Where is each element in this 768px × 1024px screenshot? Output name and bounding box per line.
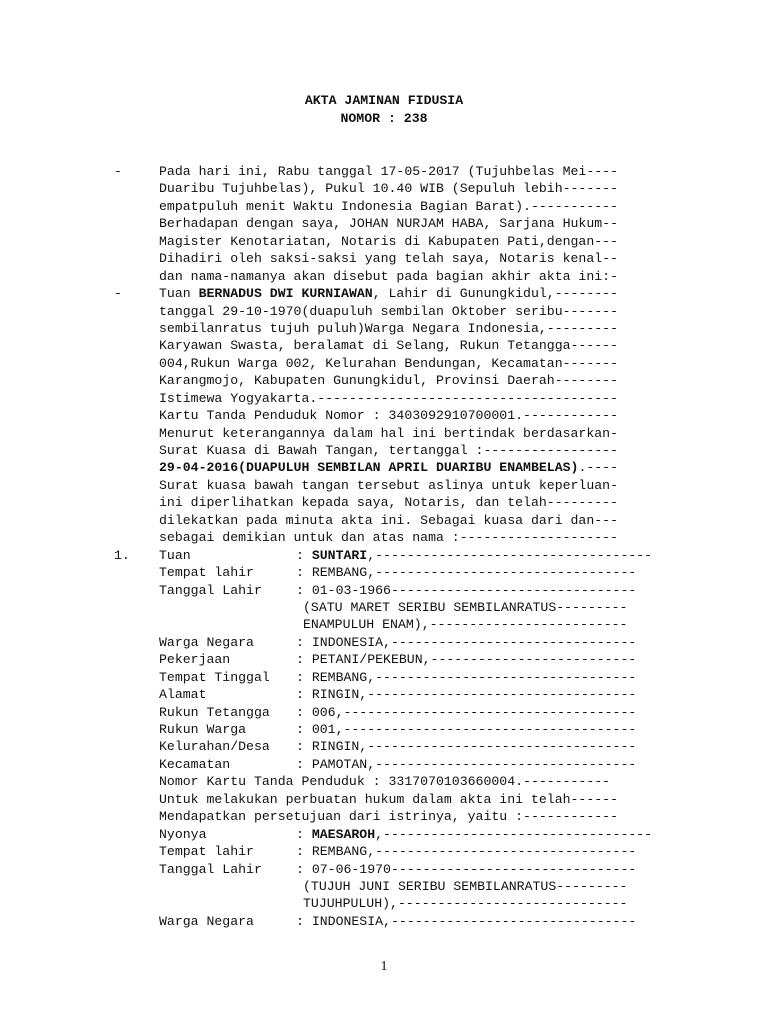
text-line <box>0 198 768 215</box>
line-text <box>159 303 618 320</box>
line-content: : 07-06-1970------------------------------- <box>296 861 637 877</box>
field-label: Pekerjaan <box>159 652 231 668</box>
bold-text: SUNTARI <box>311 547 368 563</box>
title-line-1: AKTA JAMINAN FIDUSIA <box>304 93 464 108</box>
text-line <box>0 320 768 337</box>
line-content: Nomor Kartu Tanda Penduduk : 3317070103660004.----------- <box>159 774 611 790</box>
text-line <box>0 547 768 564</box>
text-line <box>0 756 768 773</box>
text-line <box>0 233 768 250</box>
text-line <box>0 651 768 668</box>
line-text <box>159 529 618 546</box>
line-content: TUJUHPULUH),----------------------------- <box>303 896 628 912</box>
line-content: Karangmojo, Kabupaten Gunungkidul, Provinsi Daerah-------- <box>159 373 618 389</box>
line-text <box>159 651 636 668</box>
text-line <box>0 704 768 721</box>
line-content: sebagai demikian untuk dan atas nama :-------------------- <box>159 530 618 546</box>
line-content: Duaribu Tujuhbelas), Pukul 10.40 WIB (Sepuluh lebih------- <box>159 181 618 197</box>
line-text <box>159 459 618 476</box>
line-content: dan nama-namanya akan disebut pada bagian akhir akta ini:- <box>159 268 618 284</box>
line-content: ,---------------------------------- <box>375 826 653 842</box>
line-text <box>159 320 618 337</box>
line-text <box>303 878 627 895</box>
line-text <box>159 163 618 180</box>
line-content: Kartu Tanda Penduduk Nomor : 3403092910700001.------------ <box>159 408 618 424</box>
line-text <box>159 268 618 285</box>
text-line <box>0 442 768 459</box>
line-text <box>159 808 618 825</box>
line-text <box>159 773 610 790</box>
line-text <box>159 861 636 878</box>
line-text <box>159 425 618 442</box>
line-text <box>159 686 636 703</box>
text-line <box>0 738 768 755</box>
line-content: .---- <box>578 460 619 476</box>
line-content: , Lahir di Gunungkidul,-------- <box>372 286 619 302</box>
line-text <box>159 477 618 494</box>
line-content: ENAMPULUH ENAM),------------------------- <box>303 617 628 633</box>
line-text <box>159 756 636 773</box>
text-line <box>0 407 768 424</box>
text-line <box>0 634 768 651</box>
line-content: (TUJUH JUNI SERIBU SEMBILANRATUS--------- <box>303 878 628 894</box>
line-text <box>159 738 636 755</box>
page-number: 1 <box>380 959 388 974</box>
text-line <box>0 686 768 703</box>
line-text <box>303 895 627 912</box>
text-line <box>0 616 768 633</box>
field-label: Warga Negara <box>159 913 254 929</box>
line-text <box>159 198 618 215</box>
text-line <box>0 669 768 686</box>
line-content: tanggal 29-10-1970(duapuluh sembilan Oktober seribu------- <box>159 303 618 319</box>
line-marker: - <box>114 286 122 302</box>
line-text <box>159 582 636 599</box>
line-content: : PETANI/PEKEBUN,-------------------------- <box>296 652 637 668</box>
line-content: ,----------------------------------- <box>367 547 653 563</box>
field-label: Tanggal Lahir <box>159 582 262 598</box>
line-content: Surat Kuasa di Bawah Tangan, tertanggal :----------------- <box>159 443 618 458</box>
field-label: Kelurahan/Desa <box>159 739 270 755</box>
text-line <box>0 861 768 878</box>
text-line <box>0 215 768 232</box>
bold-text: 29-04-2016(DUAPULUH SEMBILAN APRIL DUARIBU ENAMBELAS) <box>159 460 579 476</box>
line-content: Magister Kenotariatan, Notaris di Kabupaten Pati,dengan--- <box>159 233 618 249</box>
field-label: Rukun Tetangga <box>159 704 270 720</box>
text-line <box>0 791 768 808</box>
line-marker: 1. <box>114 547 130 563</box>
line-content: : INDONESIA,------------------------------- <box>296 634 637 650</box>
text-line <box>0 826 768 843</box>
line-text <box>159 826 652 843</box>
line-content: (SATU MARET SERIBU SEMBILANRATUS--------- <box>303 599 628 615</box>
line-text <box>159 372 618 389</box>
line-text <box>159 390 618 407</box>
line-content: : REMBANG,--------------------------------- <box>296 669 637 685</box>
line-content: : REMBANG,--------------------------------- <box>296 565 637 581</box>
line-content: : 01-03-1966------------------------------- <box>296 582 637 598</box>
text-line <box>0 459 768 476</box>
text-line <box>0 494 768 511</box>
text-line <box>0 163 768 180</box>
line-content: : 006,------------------------------------- <box>296 704 637 720</box>
line-text <box>159 564 636 581</box>
field-label: Tempat lahir <box>159 565 254 581</box>
line-content: Menurut keterangannya dalam hal ini bertindak berdasarkan- <box>159 425 618 441</box>
line-text <box>159 337 618 354</box>
field-label: Tempat Tinggal <box>159 669 270 685</box>
deed-body <box>0 163 768 930</box>
text-line <box>0 477 768 494</box>
field-label: Rukun Warga <box>159 722 247 737</box>
text-line <box>0 582 768 599</box>
line-text <box>159 215 618 232</box>
text-line <box>0 773 768 790</box>
line-content: : INDONESIA,------------------------------- <box>296 913 637 929</box>
line-content: Istimewa Yogyakarta.-------------------------------------- <box>159 390 618 406</box>
line-content: empatpuluh menit Waktu Indonesia Bagian Barat).----------- <box>159 198 618 214</box>
line-content: Berhadapan dengan saya, JOHAN NURJAM HABA, Sarjana Hukum-- <box>159 216 618 232</box>
text-line <box>0 721 768 738</box>
field-label: Kecamatan <box>159 756 231 772</box>
text-line <box>0 512 768 529</box>
field-label: Tanggal Lahir <box>159 861 262 877</box>
text-line <box>0 878 768 895</box>
line-text <box>159 547 652 564</box>
text-line <box>0 180 768 197</box>
text-line <box>0 895 768 912</box>
text-line <box>0 355 768 372</box>
line-text <box>159 407 618 424</box>
text-line <box>0 529 768 546</box>
line-prefix: : <box>296 826 312 842</box>
text-line <box>0 303 768 320</box>
text-line <box>0 250 768 267</box>
bold-text: BERNADUS DWI KURNIAWAN <box>198 286 373 302</box>
line-content: : REMBANG,--------------------------------- <box>296 844 637 860</box>
text-line <box>0 564 768 581</box>
field-label: Warga Negara <box>159 634 254 650</box>
line-content: sembilanratus tujuh puluh)Warga Negara Indonesia,--------- <box>159 320 618 336</box>
line-text <box>159 285 618 302</box>
line-content: ini diperlihatkan kepada saya, Notaris, dan telah--------- <box>159 495 618 511</box>
line-text <box>159 512 618 529</box>
text-line <box>0 337 768 354</box>
text-line <box>0 913 768 930</box>
line-content: dilekatkan pada minuta akta ini. Sebagai kuasa dari dan--- <box>159 512 618 528</box>
line-text <box>159 843 636 860</box>
line-text <box>303 616 627 633</box>
line-content: : RINGIN,---------------------------------- <box>296 739 637 755</box>
text-line <box>0 808 768 825</box>
line-text <box>159 494 618 511</box>
line-text <box>159 250 618 267</box>
text-line <box>0 425 768 442</box>
line-prefix: Tuan <box>159 286 199 302</box>
line-content: 004,Rukun Warga 002, Kelurahan Bendungan, Kecamatan------- <box>159 355 618 371</box>
line-content: Untuk melakukan perbuatan hukum dalam akta ini telah------ <box>159 791 618 807</box>
field-label: Nyonya <box>159 826 207 842</box>
line-prefix: : <box>296 547 312 563</box>
line-text <box>303 599 627 616</box>
line-content: Surat kuasa bawah tangan tersebut aslinya untuk keperluan- <box>159 477 618 493</box>
line-text <box>159 634 636 651</box>
line-text <box>159 669 636 686</box>
text-line <box>0 268 768 285</box>
line-content: Pada hari ini, Rabu tanggal 17-05-2017 (Tujuhbelas Mei---- <box>159 164 618 179</box>
field-label: Tuan <box>159 547 191 563</box>
line-text <box>159 721 636 738</box>
line-content: Karyawan Swasta, beralamat di Selang, Rukun Tetangga------ <box>159 338 618 354</box>
line-text <box>159 180 618 197</box>
line-text <box>159 704 636 721</box>
field-label: Alamat <box>159 687 207 703</box>
text-line <box>0 390 768 407</box>
line-marker: - <box>114 164 122 179</box>
line-content: : 001,------------------------------------- <box>296 722 637 737</box>
line-content: Dihadiri oleh saksi-saksi yang telah saya, Notaris kenal-- <box>159 251 618 267</box>
text-line <box>0 285 768 302</box>
line-text <box>159 913 636 930</box>
text-line <box>0 599 768 616</box>
title-line-2: NOMOR : 238 <box>340 110 428 126</box>
line-text <box>159 791 618 808</box>
bold-text: MAESAROH <box>311 826 376 842</box>
line-content: Mendapatkan persetujuan dari istrinya, yaitu :------------ <box>159 809 618 825</box>
line-text <box>159 355 618 372</box>
document-title <box>0 92 768 127</box>
line-content: : RINGIN,---------------------------------- <box>296 687 637 703</box>
text-line <box>0 843 768 860</box>
field-label: Tempat lahir <box>159 844 254 860</box>
text-line <box>0 372 768 389</box>
line-text <box>159 442 618 459</box>
line-content: : PAMOTAN,--------------------------------- <box>296 756 637 772</box>
line-text <box>159 233 618 250</box>
